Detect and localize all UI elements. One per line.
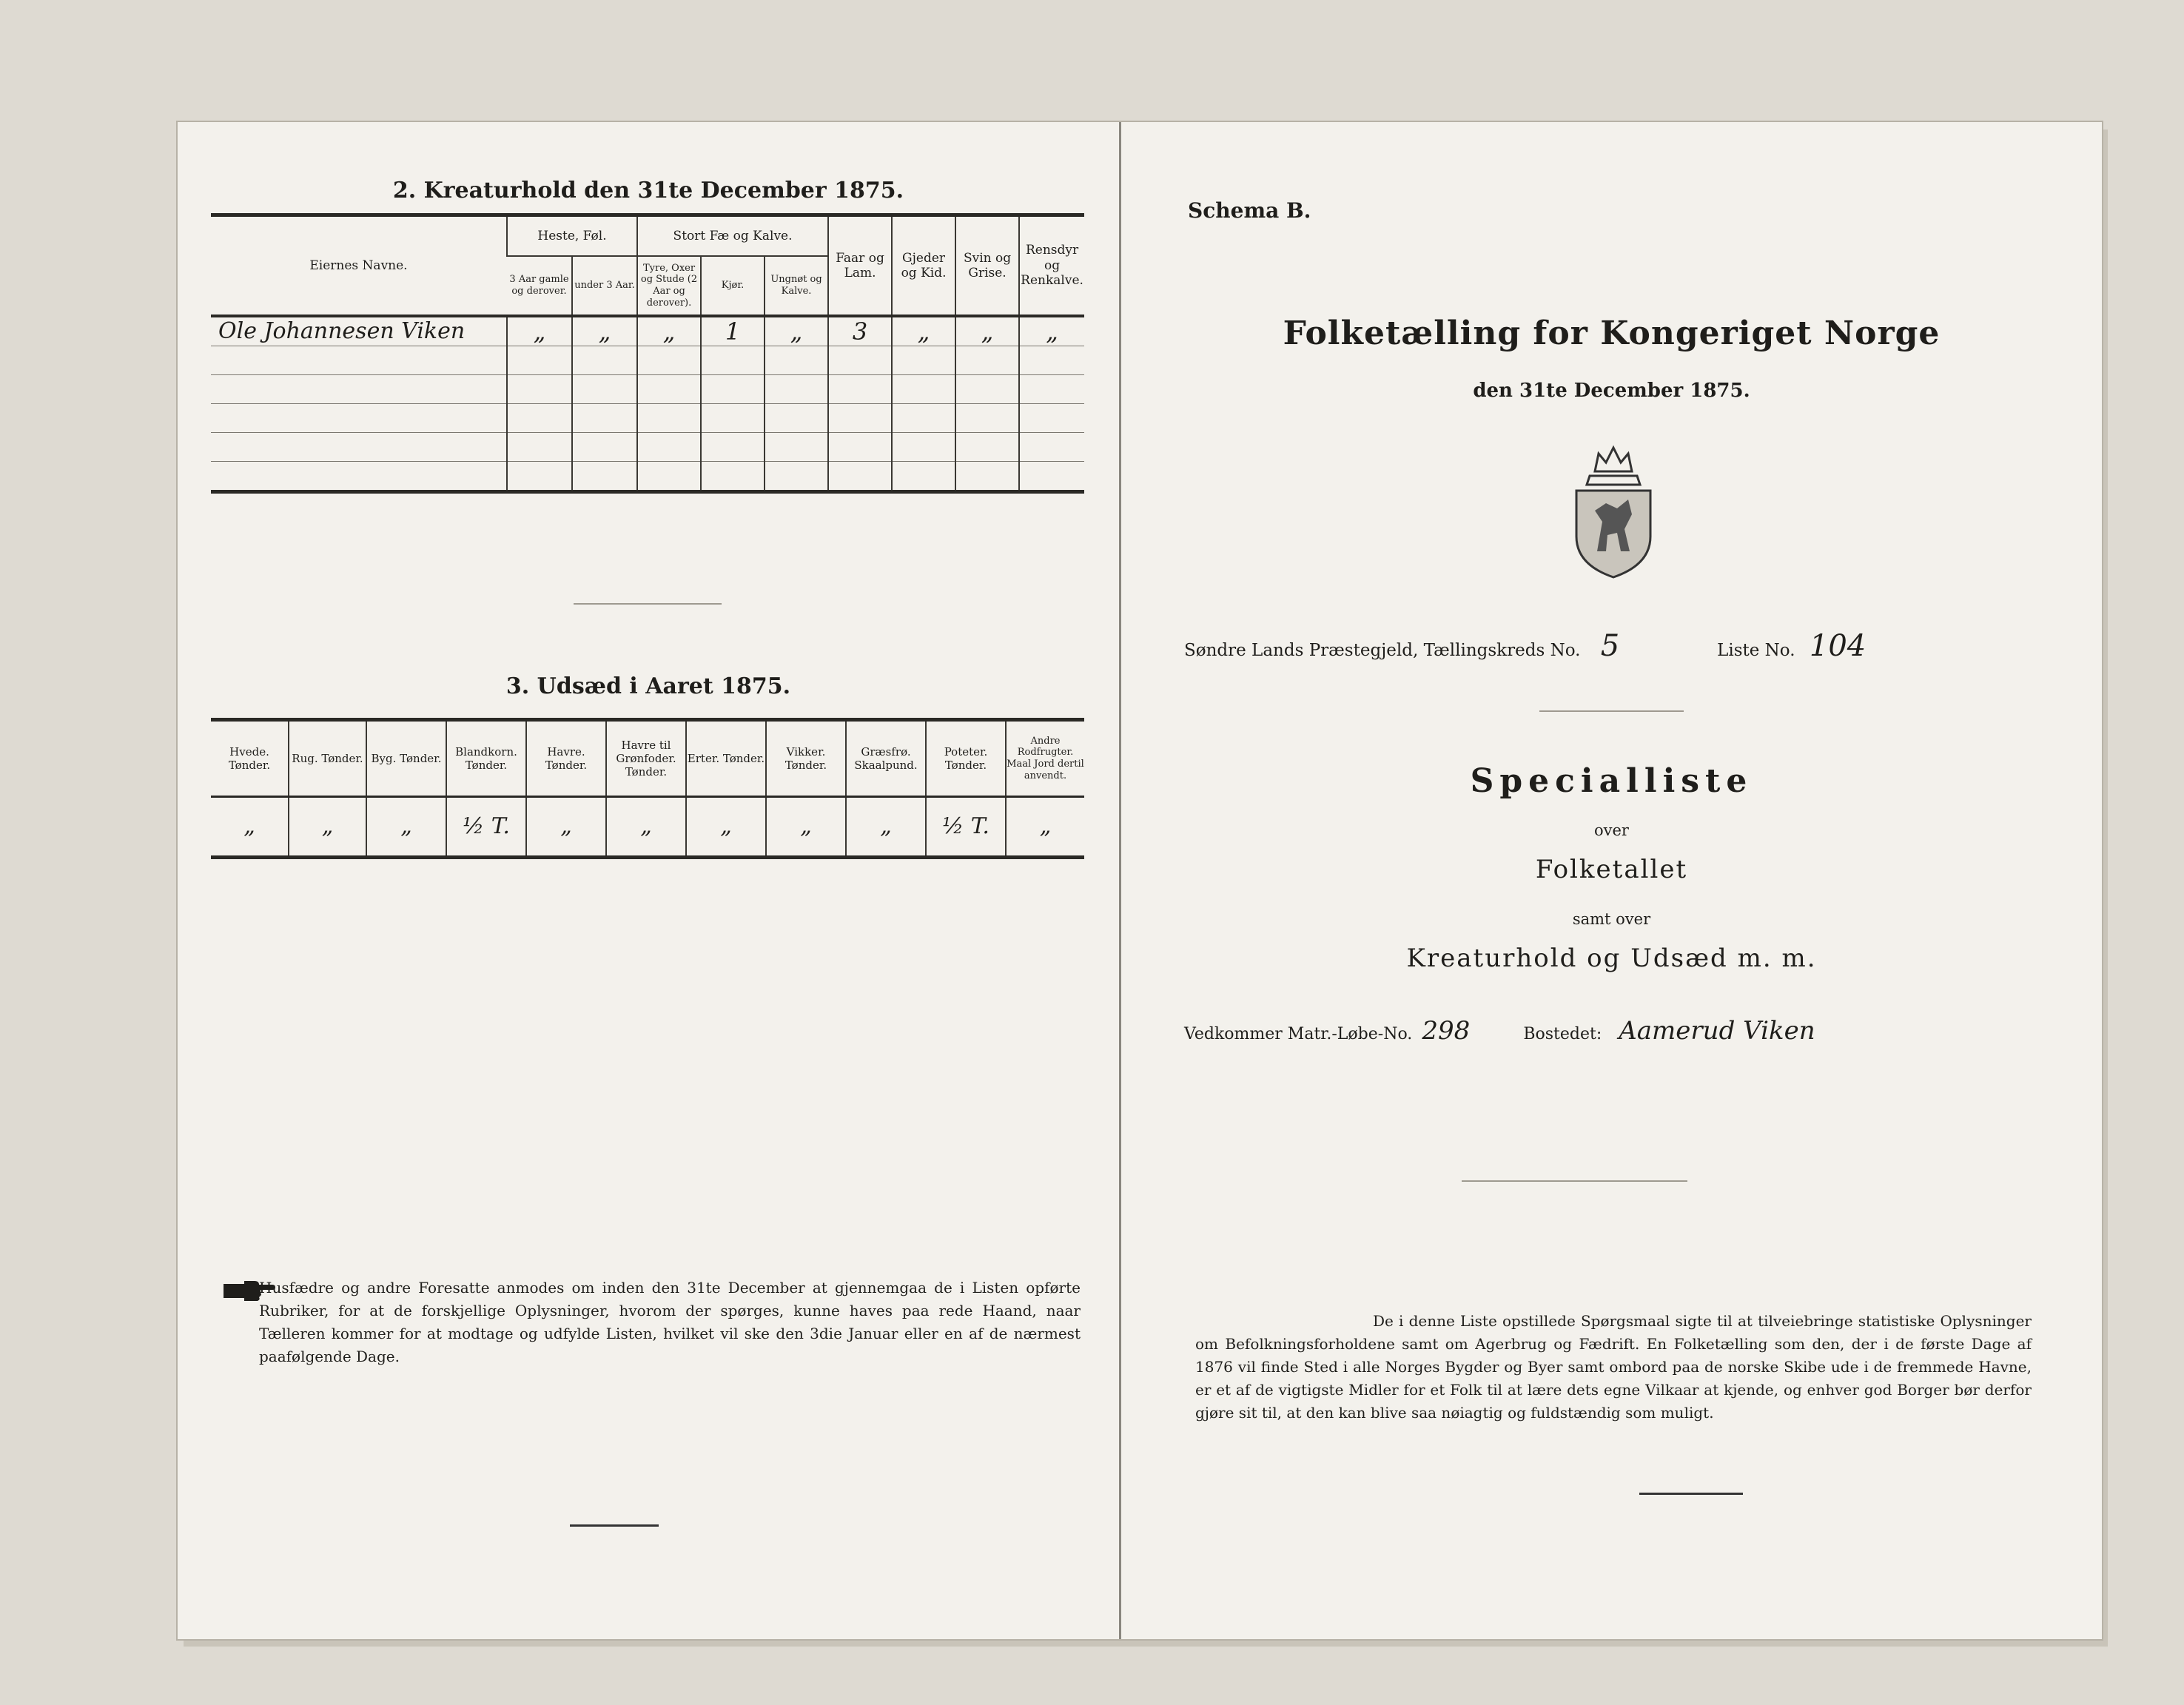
col-cows: Kjør. xyxy=(701,256,765,316)
cell: „ xyxy=(289,797,366,858)
cell: „ xyxy=(243,813,255,839)
notice-text: Husfædre og andre Foresatte anmodes om inden den 31te December at gjennemgaa de i Listen opførte Rubriker, for at de forskjellige Oplysninger, hvorom der spørges, kunne haves paa rede Haand, naar Tælleren kommer for at modtage og udfylde Listen, hvilket vil ske den 3die Januar eller en af de nærmest paafølgende Dage. xyxy=(259,1279,1081,1365)
district-line xyxy=(1184,629,2035,663)
col-young-cattle: Ungnøt og Kalve. xyxy=(765,256,828,316)
cell: „ xyxy=(606,797,686,858)
table-row xyxy=(211,433,1084,462)
specialliste-heading: Specialliste xyxy=(1470,762,1753,800)
schema-label: Schema B. xyxy=(1188,198,1311,223)
matr-label: Vedkommer Matr.-Løbe-No. xyxy=(1184,1025,1413,1043)
cell: „ xyxy=(526,797,606,858)
kreaturhold-text: Kreaturhold og Udsæd m. m. xyxy=(1406,944,1817,973)
cell: „ xyxy=(686,797,766,858)
over-text: over xyxy=(1594,821,1629,839)
bosted-value: Aamerud Viken xyxy=(1619,1016,1815,1046)
divider xyxy=(570,1524,659,1527)
left-page xyxy=(178,122,1121,1639)
col-bulls: Tyre, Oxer og Stude (2 Aar og derover). xyxy=(637,256,701,316)
divider xyxy=(1539,710,1684,712)
table-row xyxy=(211,797,1084,858)
col-mixed-grain: Blandkorn. Tønder. xyxy=(446,720,526,797)
cell: „ xyxy=(1019,316,1084,346)
matr-number: 298 xyxy=(1422,1016,1471,1046)
samt-over-text: samt over xyxy=(1572,910,1651,928)
col-barley: Byg. Tønder. xyxy=(366,720,446,797)
page-title: Folketælling for Kongeriget Norge xyxy=(1283,315,1941,352)
table3-title: 3. Udsæd i Aaret 1875. xyxy=(505,673,791,699)
col-horses-young: under 3 Aar. xyxy=(572,256,637,316)
cell: ½ T. xyxy=(926,797,1006,858)
coat-of-arms-icon xyxy=(1562,440,1665,581)
cell: „ xyxy=(366,797,446,858)
table-row xyxy=(211,316,1084,346)
cell: „ xyxy=(1006,797,1084,858)
cell: „ xyxy=(955,316,1019,346)
col-potatoes: Poteter. Tønder. xyxy=(926,720,1006,797)
liste-number: 104 xyxy=(1809,629,1867,663)
table-row xyxy=(211,375,1084,404)
cell: 1 xyxy=(701,316,765,346)
divider xyxy=(1639,1493,1743,1495)
table-row xyxy=(211,346,1084,375)
table-row xyxy=(211,462,1084,492)
owner-name: Ole Johannesen Viken xyxy=(211,316,507,346)
col-grass-seed: Græsfrø. Skaalpund. xyxy=(846,720,926,797)
district-label: Søndre Lands Præstegjeld, Tællingskreds No. xyxy=(1184,641,1581,660)
owner-header: Eiernes Navne. xyxy=(211,215,507,317)
divider xyxy=(574,603,722,605)
col-green-oats: Havre til Grønfoder. Tønder. xyxy=(606,720,686,797)
explanation-paragraph: De i denne Liste opstillede Spørgsmaal sigte til at tilveiebringe statistiske Oplysninger om Befolkningsforholdene samt om Agerbrug og Fædrift. En Folketælling som den, der i de første Dage af 1876 vil finde Sted i alle Norges Bygder og Byer samt ombord paa de norske Skibe ude i de fremmede Havne, er et af de vigtigste Midler for et Folk til at lære dets egne Vilkaar at kjende, og enhver god Borger bør derfor gjøre sit til, at den kan blive saa nøiagtig og fuldstændig som muligt. xyxy=(1195,1312,2032,1422)
cell: „ xyxy=(766,797,846,858)
matr-line xyxy=(1184,1016,2057,1046)
col-goats: Gjeder og Kid. xyxy=(892,215,955,317)
col-reindeer: Rensdyr og Renkalve. xyxy=(1019,215,1084,317)
cell: 3 xyxy=(828,316,892,346)
col-vetch: Vikker. Tønder. xyxy=(766,720,846,797)
cell: „ xyxy=(507,316,572,346)
cell: „ xyxy=(765,316,828,346)
census-sheet xyxy=(178,122,2102,1639)
cell: „ xyxy=(892,316,955,346)
right-page xyxy=(1121,122,2102,1639)
census-date: den 31te December 1875. xyxy=(1473,380,1750,402)
livestock-table xyxy=(211,213,1084,494)
seed-table xyxy=(211,718,1084,859)
folketallet-text: Folketallet xyxy=(1535,855,1688,884)
kreds-number: 5 xyxy=(1600,629,1620,663)
liste-label: Liste No. xyxy=(1717,641,1795,660)
col-sheep: Faar og Lam. xyxy=(828,215,892,317)
cell: „ xyxy=(572,316,637,346)
divider xyxy=(1462,1180,1687,1182)
table2-title: 2. Kreaturhold den 31te December 1875. xyxy=(392,178,904,204)
col-other-roots: Andre Rodfrugter. Maal Jord dertil anvendt. xyxy=(1006,720,1084,797)
group-horses: Heste, Føl. xyxy=(507,215,637,257)
table-row xyxy=(211,404,1084,433)
col-pigs: Svin og Grise. xyxy=(955,215,1019,317)
cell: „ xyxy=(846,797,926,858)
col-oats: Havre. Tønder. xyxy=(526,720,606,797)
col-wheat: Hvede. Tønder. xyxy=(211,720,289,797)
group-cattle: Stort Fæ og Kalve. xyxy=(637,215,828,257)
cell: ½ T. xyxy=(446,797,526,858)
cell: „ xyxy=(637,316,701,346)
bosted-label: Bostedet: xyxy=(1523,1025,1602,1043)
col-horses-old: 3 Aar gamle og derover. xyxy=(507,256,572,316)
col-peas: Erter. Tønder. xyxy=(686,720,766,797)
col-rye: Rug. Tønder. xyxy=(289,720,366,797)
